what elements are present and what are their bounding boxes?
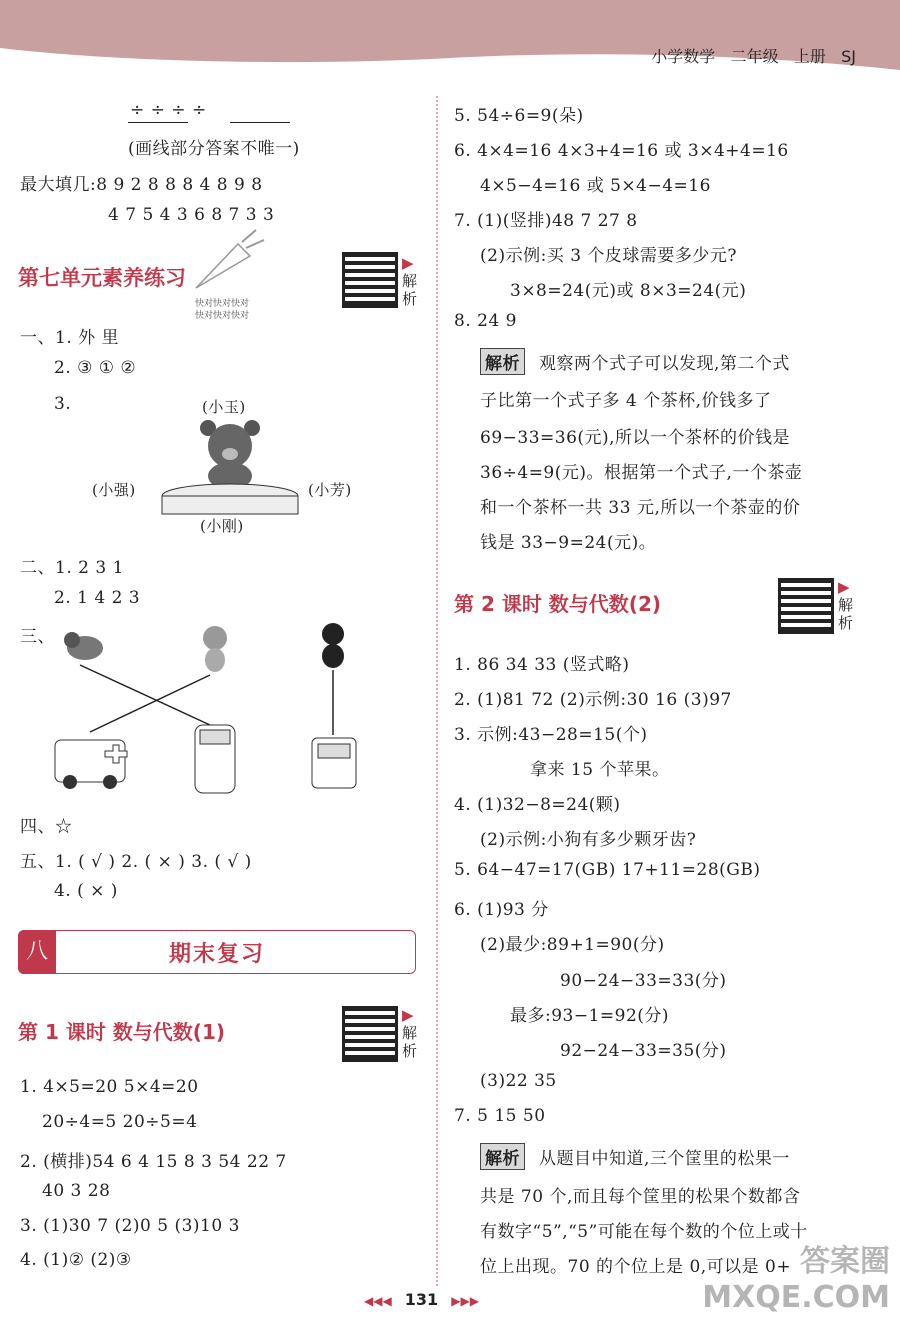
qr-code-icon[interactable]: [342, 252, 398, 308]
s6a: 6. (1)93 分: [454, 900, 549, 920]
qr-code-icon[interactable]: [778, 578, 834, 634]
lesson2-title: 第 2 课时 数与代数(2): [454, 592, 662, 616]
underline: [128, 122, 188, 123]
prev-arrows-icon: ◀◀◀: [364, 1294, 392, 1308]
r8: 8. 24 9: [454, 311, 517, 331]
q3: 三、: [20, 627, 55, 647]
r7c: 3×8=24(元)或 8×3=24(元): [510, 281, 747, 301]
s3a: 3. 示例:43−28=15(个): [454, 725, 648, 745]
carrot-text: 快对快对快对 快对快对快对: [195, 299, 250, 321]
bear-illustration: [150, 418, 310, 522]
header-text: [651, 44, 856, 67]
analysis-2-line-3: 有数字“5”,“5”可能在每个数的个位上或十: [480, 1222, 808, 1242]
l1-1a: 1. 4×5=20 5×4=20: [20, 1077, 199, 1097]
q1-1: 一、1. 外 里: [20, 328, 120, 348]
s5: 5. 64−47=17(GB) 17+11=28(GB): [454, 860, 761, 880]
qr-label: ▶ 解析: [838, 578, 854, 632]
unit8-banner: [18, 930, 416, 974]
s1: 1. 86 34 33 (竖式略): [454, 655, 630, 675]
fill-row-1: 最大填几:8 9 2 8 8 8 4 8 9 8: [20, 175, 263, 195]
q4: 四、☆: [20, 817, 73, 837]
s7: 7. 5 15 50: [454, 1106, 546, 1126]
next-arrows-icon: ▶▶▶: [451, 1294, 479, 1308]
r7b: (2)示例:买 3 个皮球需要多少元?: [480, 246, 738, 266]
r6b: 4×5−4=16 或 5×4−4=16: [480, 176, 711, 196]
column-divider: [436, 96, 438, 1286]
analysis-label: 解析: [480, 348, 525, 375]
r7a: 7. (1)(竖排)48 7 27 8: [454, 211, 638, 231]
unit8-title: 期末复习: [168, 942, 265, 967]
underline: [230, 122, 290, 123]
header-edition: SJ: [841, 47, 856, 66]
page-number: 131: [404, 1290, 439, 1309]
fig-label-right: (小芳): [308, 481, 352, 499]
l1-3: 3. (1)30 7 (2)0 5 (3)10 3: [20, 1216, 240, 1236]
analysis-1-line-5: 和一个茶杯一共 33 元,所以一个茶壶的价: [480, 498, 801, 518]
page-number-area: [364, 1290, 479, 1309]
l1-2b: 40 3 28: [42, 1181, 111, 1201]
q5-2: 4. ( × ): [54, 881, 118, 901]
unit7-title: 第七单元素养练习: [18, 266, 186, 290]
analysis-1-line-3: 69−33=36(元),所以一个茶杯的价钱是: [480, 428, 791, 448]
q2-1: 二、1. 2 3 1: [20, 558, 124, 578]
s2: 2. (1)81 72 (2)示例:30 16 (3)97: [454, 690, 732, 710]
r5: 5. 54÷6=9(朵): [454, 106, 584, 126]
q1-2: 2. ③ ① ②: [54, 358, 137, 378]
s4a: 4. (1)32−8=24(颗): [454, 795, 621, 815]
fig-label-top: (小玉): [202, 398, 246, 416]
l1-1b: 20÷4=5 20÷5=4: [42, 1112, 198, 1132]
qr-label: ▶ 解析: [402, 254, 418, 308]
fig-label-bottom: (小刚): [200, 517, 244, 535]
lesson1-title: 第 1 课时 数与代数(1): [18, 1020, 226, 1044]
analysis-2-line-1: 解析 从题目中知道,三个筐里的松果一: [480, 1143, 790, 1170]
matching-figure: [50, 620, 370, 799]
qr-label: ▶ 解析: [402, 1006, 418, 1060]
unit8-number: 八: [18, 930, 56, 974]
l1-4: 4. (1)② (2)③: [20, 1250, 132, 1270]
s4b: (2)示例:小狗有多少颗牙齿?: [480, 830, 697, 850]
top-symbols: ÷ ÷ ÷ ÷: [130, 100, 207, 120]
s3b: 拿来 15 个苹果。: [530, 760, 670, 780]
fig-label-left: (小强): [92, 481, 136, 499]
watermark: 答案圈 MXQE.COM: [702, 1244, 890, 1315]
analysis-label: 解析: [480, 1143, 525, 1170]
analysis-1-line-1: 解析 观察两个式子可以发现,第二个式: [480, 348, 790, 375]
s6c: 90−24−33=33(分): [560, 971, 727, 991]
header-volume: 上册: [793, 47, 826, 66]
s6b: (2)最少:89+1=90(分): [480, 935, 665, 955]
analysis-1-line-6: 钱是 33−9=24(元)。: [480, 533, 657, 553]
header-subject: 小学数学: [651, 47, 716, 66]
header-grade: 二年级: [730, 47, 779, 66]
carrot-icon: [186, 226, 266, 300]
analysis-1-line-4: 36÷4=9(元)。根据第一个式子,一个茶壶: [480, 463, 803, 483]
q1-3: 3.: [54, 394, 72, 414]
note: (画线部分答案不唯一): [128, 139, 300, 159]
s6f: (3)22 35: [480, 1071, 557, 1091]
analysis-1-line-2: 子比第一个式子多 4 个茶杯,价钱多了: [480, 391, 772, 411]
analysis-2-line-2: 共是 70 个,而且每个筐里的松果个数都含: [480, 1187, 801, 1207]
s6e: 92−24−33=35(分): [560, 1041, 727, 1061]
q2-2: 2. 1 4 2 3: [54, 588, 141, 608]
s6d: 最多:93−1=92(分): [510, 1006, 670, 1026]
l1-2a: 2. (横排)54 6 4 15 8 3 54 22 7: [20, 1152, 287, 1172]
fill-row-2: 4 7 5 4 3 6 8 7 3 3: [108, 205, 275, 225]
analysis-2-line-4: 位上出现。70 的个位上是 0,可以是 0+: [480, 1257, 792, 1277]
r6a: 6. 4×4=16 4×3+4=16 或 3×4+4=16: [454, 141, 789, 161]
q5-1: 五、1. ( √ ) 2. ( × ) 3. ( √ ): [20, 852, 252, 872]
qr-code-icon[interactable]: [342, 1006, 398, 1062]
